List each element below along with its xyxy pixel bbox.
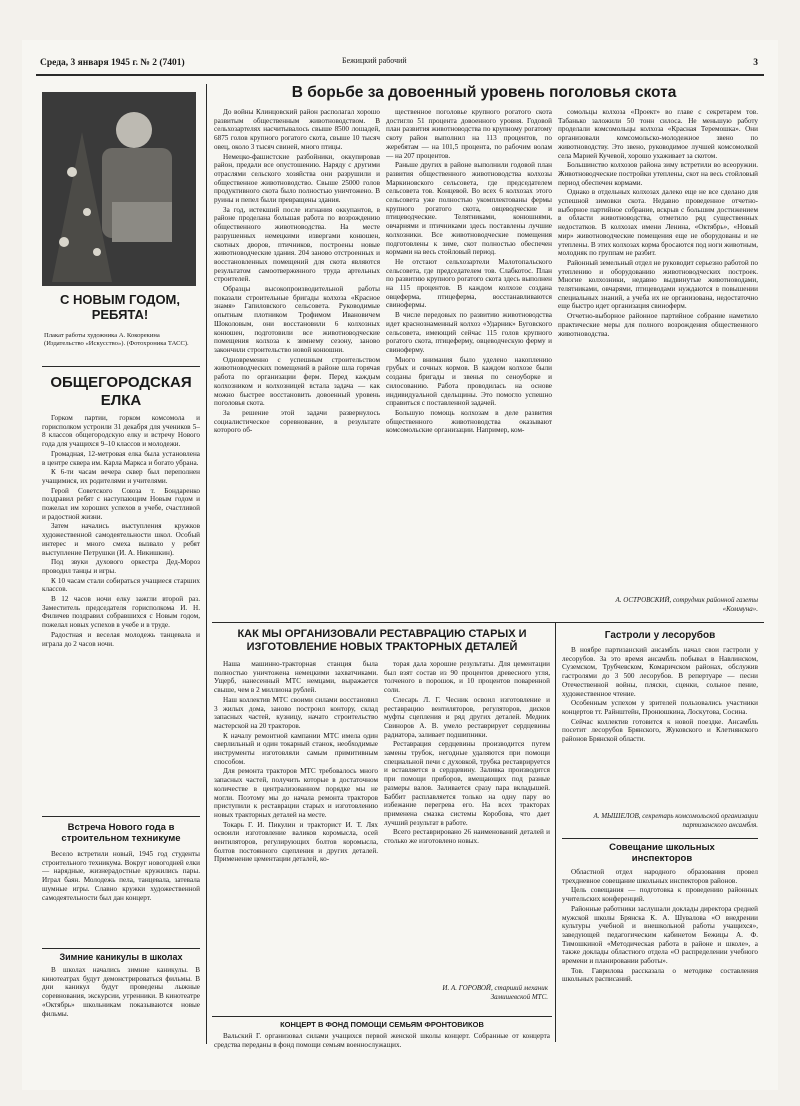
vstrecha-headline: Встреча Нового года в строительном техникуме bbox=[61, 822, 181, 844]
elka-paragraph: Радостная и веселая молодежь танцевала и играла до 2 часов ночи. bbox=[42, 630, 200, 648]
soveshchanie-headline: Совещание школьных инспекторов bbox=[609, 842, 715, 864]
mts-paragraph: Реставрация сердцевины производится путем замены трубок, негодные удаляются при помощи специальной печи с духовкой, трубка реставрируется и вставляется в сердцевину. Заливка производится при помощи приборов, вмещающих под разные размеры валов. Заливается сразу пара вкладышей. Баббит расплавляется только на одну пару во избежание перегрева его. На всех тракторах применена смазка системы Коробова, что дает лучший результат в работе. bbox=[384, 740, 550, 827]
livestock-paragraph: За год, истекший после изгнания оккупантов, в районе проделана большая работа по возрождению общественного животноводства. На месте разрушенных немецкими извергами конюшен, скотных дворов, птичников, построены новые животноводческие здания. 204 заново отстроенных и восстановленных помещений для скота являются результатом самоотверженного труда артельных строителей. bbox=[214, 205, 380, 284]
mts-paragraph: Наш коллектив МТС своими силами восстановил 3 жилых дома, заново построил контору, склад запасных частей, кузницу, начато строительство мастерской на 20 тракторов. bbox=[214, 695, 378, 730]
newspaper-title: Бежицкий рабочий bbox=[342, 56, 407, 65]
mts-col-2 bbox=[384, 660, 550, 980]
livestock-paragraph: Районный земельный отдел не руководит серьезно работой по утеплению и оборудованию животноводческих построек. Многие колхозники, недавно выдвинутые животноводами, телятниками, овчарями, птицеводами нуждаются в повышении специальных знаний, а учеба их не организована, недостаточно еще быстро идет организация свиноферм. bbox=[558, 258, 758, 311]
soveshchanie-paragraph: Районные работники заслушали доклады директора средней мужской школы Брянска К. А. Шувалова «О внедрении культуры учебной и внешкольной работы учащихся», заведующей педагогическим кабинетом Бежицы А. Ф. Тимошкиной «Методическая работа в районе и школе», а также доклады областного отдела «О распределении учебного времени и планировании работы». bbox=[562, 904, 758, 966]
mts-paragraph: Всего реставрировано 26 наименований деталей и столько же изготовлено новых. bbox=[384, 828, 550, 846]
gastroli-article bbox=[562, 646, 758, 810]
vstrecha-article bbox=[42, 850, 200, 942]
left-divider-2 bbox=[42, 816, 200, 817]
poster-caption: Плакат работы художника А. Кокорекина (Издательство «Искусство»). (Фотохроника ТАСС). bbox=[44, 332, 189, 347]
livestock-paragraph: сомольцы колхоза «Проект» во главе с секретарем тов. Табанько заложили 50 тонн силоса. Не меньшую работу проделали комсомольцы колхоза «Красная Теремошка». Они организовали комсомольско-молодежное звено по животноводству. Это звено, руководимое лучшей комсомолкой села Марией Кучевой, хорошо ухаживает за скотом. bbox=[558, 108, 758, 160]
livestock-col-3 bbox=[558, 108, 758, 594]
poster-headline: С НОВЫМ ГОДОМ, РЕБЯТА! bbox=[59, 292, 180, 322]
soveshchanie-paragraph: Цель совещания — подготовка к проведению районных учительских конференций. bbox=[562, 886, 758, 904]
livestock-paragraph: За решение этой задачи развернулось социалистическое соревнование, в результате которого об- bbox=[214, 408, 380, 435]
livestock-signature: А. ОСТРОВСКИЙ, сотрудник районной газеты «Коммуна». bbox=[615, 596, 758, 613]
vstrecha-paragraph: Весело встретили новый, 1945 год студенты строительного техникума. Вокруг новогодней елки — нарядные, жизнерадостные кружились пары. Играл баян. Молодежь пела, танцевала, затевала шумные игры. Славно кружки художественной самодеятельности был дан концерт. bbox=[42, 850, 200, 902]
left-divider bbox=[42, 366, 200, 367]
mid-rule bbox=[212, 622, 764, 623]
gastroli-paragraph: Сейчас коллектив готовится к новой поездке. Ансамбль посетит лесорубов Брянского, Жуковского и Клетнянского районов Брянской области. bbox=[562, 717, 758, 744]
page-number: 3 bbox=[753, 58, 758, 68]
elka-paragraph: Под звуки духового оркестра Дед-Мороз проводил танцы и игры. bbox=[42, 558, 200, 575]
gastroli-signature: А. МЫШЕЛОВ, секретарь комсомольской организации партизанского ансамбля. bbox=[593, 812, 758, 829]
soveshchanie-article bbox=[562, 868, 758, 1044]
elka-paragraph: Герой Советского Союза т. Бондаренко поздравил ребят с наступающим Новым годом и пожелал им хороших успехов в учебе, счастливой и радостной жизни. bbox=[42, 486, 200, 521]
mts-col-1 bbox=[214, 660, 378, 1012]
livestock-paragraph: В числе передовых по развитию животноводства идет краснознаменный колхоз «Ударник» Буговского сельсовета, имеющий сейчас 115 голов крупного рогатого скота, птицеферму, овцеводческую ферму и свиноферму. bbox=[386, 311, 552, 354]
mts-paragraph: торая дала хорошие результаты. Для цементации был взят состав из 90 процентов древесного угля, толченого в порошок, и 10 процентов поваренной соли. bbox=[384, 660, 550, 695]
elka-paragraph: В 12 часов ночи елку зажгли второй раз. Заместитель председателя горисполкома И. Н. Филичев поздравил собравшихся с Новым годом, пожелал новых успехов в учебе и в труде. bbox=[42, 595, 200, 630]
livestock-paragraph: Однако в отдельных колхозах далеко еще не все сделано для успешной зимовки скота. Недавно проведенное отчетно-выборное партийное собрание, вскрыв с большим достижением в области животноводства, отметило ряд существенных недостатков. В колхозах имени Ленина, «Октябрь», «Новый мир» животноводческие помещения еще не оборудованы и не утеплены. В этих колхозах корма бросаются под ноги животным, молодняк по группам не разбит. bbox=[558, 188, 758, 258]
livestock-col-2 bbox=[386, 108, 552, 616]
soveshchanie-paragraph: Областной отдел народного образования провел трехдневное совещание школьных инспекторов районов. bbox=[562, 868, 758, 885]
koncert-headline: КОНЦЕРТ В ФОНД ПОМОЩИ СЕМЬЯМ ФРОНТОВИКОВ bbox=[280, 1020, 484, 1029]
mts-paragraph: К началу ремонтной кампании МТС имела один сверлильный и один токарный станок, необходимые инструменты изготовляли самым примитивным способом. bbox=[214, 731, 378, 766]
masthead-rule bbox=[36, 74, 764, 76]
mts-paragraph: Слесарь Л. Г. Чесник освоил изготовление и реставрацию вентиляторов, регуляторов, дисков муфты сцепления и ряд других деталей. Медник Свиноров А. В. умело реставрирует сердцевины радиатора, заливает подшипники. bbox=[384, 695, 550, 739]
right-divider bbox=[562, 838, 758, 839]
kanikuly-headline: Зимние каникулы в школах bbox=[59, 952, 183, 962]
elka-paragraph: К 6-ти часам вечера сквер был переполнен учащимися, их родителями и учителями. bbox=[42, 468, 200, 485]
kanikuly-article bbox=[42, 966, 200, 1036]
livestock-paragraph: Раньше других в районе выполнили годовой план развития общественного животноводства колхозы Маркиновского сельсовета, где председателем сельсовета тов. Концевой. Во всех 6 колхозах этого сельсовета уже полностью укомплектованы фермы крупного рогатого скота, овцеводческие и птицеводческие. Телятниками, конюшнями, овчарнями и птичниками здесь поставлены лучшие колхозники. Все животноводческие помещения подготовлены к зиме, скот полностью обеспечен кормами на весь стойловый период. bbox=[386, 161, 552, 257]
newspaper-page bbox=[22, 40, 778, 1090]
left-divider-3 bbox=[42, 948, 200, 949]
livestock-paragraph: Большинство колхозов района зиму встретили во всеоружии. Животноводческие постройки утеплены, скот на весь стойловый период обеспечен кормами. bbox=[558, 161, 758, 187]
livestock-paragraph: щественное поголовье крупного рогатого скота достигло 51 процента довоенного уровня. Годовой план развития животноводства по крупному рогатому скоту район выполнил на 113 процентов, по жеребятам — на 101,5 процента, по рабочим волам — на 207 процентов. bbox=[386, 108, 552, 160]
koncert-article bbox=[214, 1032, 550, 1058]
mts-paragraph: Наша машинно-тракторная станция была полностью уничтожена немецкими захватчиками. Ущерб, нанесенный МТС немцами, выражается свыше, чем в 2 миллиона рублей. bbox=[214, 660, 378, 695]
mts-paragraph: Для ремонта тракторов МТС требовалось много запасных частей, получить которые в достаточном количестве в централизованном порядке мы не могли. Поэтому мы до начала ремонта тракторов приступили к реставрации старых и изготовлению новых тракторных деталей на месте. bbox=[214, 767, 378, 819]
kanikuly-paragraph: В школах начались зимние каникулы. В кинотеатрах будут демонстрироваться фильмы. В дни каникул будут проведены лыжные соревнования, экскурсии, утренники. В кинотеатре «Октябрь» школьникам показываются новые фильмы. bbox=[42, 966, 200, 1018]
elka-paragraph: Громадная, 12-метровая елка была установлена в центре сквера им. Карла Маркса и богато убрана. bbox=[42, 449, 200, 467]
elka-article bbox=[42, 414, 200, 810]
mts-signature: И. А. ГОРОВОЙ, старший механик Замишевской МТС. bbox=[442, 984, 548, 1001]
concert-rule bbox=[212, 1016, 552, 1017]
elka-paragraph: К 10 часам стали собираться учащиеся старших классов. bbox=[42, 576, 200, 594]
issue-date: Среда, 3 января 1945 г. № 2 (7401) bbox=[40, 58, 185, 68]
livestock-headline: В борьбе за довоенный уровень поголовья скота bbox=[291, 84, 677, 101]
livestock-paragraph: Отчетно-выборное районное партийное собрание наметило практические меры для полного возрождения общественного животноводства. bbox=[558, 312, 758, 338]
mts-headline: КАК МЫ ОРГАНИЗОВАЛИ РЕСТАВРАЦИЮ СТАРЫХ И ИЗГОТОВЛЕНИЕ НОВЫХ ТРАКТОРНЫХ ДЕТАЛЕЙ bbox=[237, 628, 527, 653]
mts-divider bbox=[555, 622, 556, 1042]
livestock-paragraph: До войны Клинцовский район располагал хорошо развитым общественным животноводством. В сельхозартелях насчитывалось свыше 8500 лошадей, 6875 голов крупного рогатого скота, свыше 10 тысяч овец, около 3 тысяч свиней, много птицы. bbox=[214, 108, 380, 151]
soveshchanie-paragraph: Тов. Гаврилова рассказала о методике составления школьных расписаний. bbox=[562, 966, 758, 984]
livestock-paragraph: Немецко-фашистские разбойники, оккупировав район, предали все опустошению. Наряду с другими отраслями сельского хозяйства они разрушили и общественное животноводство. Свыше 25000 голов продуктивного скота было полностью уничтожено. В руины и пепел были превращены здания. bbox=[214, 152, 380, 205]
mts-paragraph: Токарь Г. И. Пикулин и тракторист И. Т. Лях освоили изготовление валиков коромысла, осей вентиляторов, регулирующих болтов коромысла, болтов постоянного сцепления и других деталей. Применение цементации деталей, ко- bbox=[214, 820, 378, 864]
gastroli-headline: Гастроли у лесорубов bbox=[604, 630, 716, 641]
gastroli-paragraph: В ноябре партизанский ансамбль начал свои гастроли у лесорубов. За это время ансамбль побывал в Навлинском, Суземском, Трубчевском, Комаричском районах, обслужив гастролями до 3 500 лесорубов. В репертуаре — песни Отечественной войны, пляски, сценки, сольное пение, художественное чтение. bbox=[562, 646, 758, 698]
livestock-paragraph: Образцы высокопроизводительной работы показали строительные бригады колхоза «Красное знамя» Гапиловского сельсовета. Руководимые опытным плотником Трофимом Ивановичем Шоколовым, они восстановили 6 колхозных конюшен, подготовили все животноводческие помещения колхоза к зимнему сезону, заново закончили строительство новой конюшни. bbox=[214, 285, 380, 354]
koncert-paragraph: Вальский Г. организовал силами учащихся первой женской школы концерт. Собранные от концерта средства переданы в фонд помощи семьям военнослужащих. bbox=[214, 1032, 550, 1049]
livestock-paragraph: Не отстают сельхозартели Малотопальского сельсовета, где председателем тов. Слабкотос. План по развитию крупного рогатого скота здесь выполнен на 115 процентов. В каждом колхозе создана овцеферма, птицеферма, восстанавливаются свинофермы. bbox=[386, 257, 552, 310]
elka-paragraph: Затем начались выступления кружков художественной самодеятельности школ. Особый интерес и много смеха вызвало у ребят выступление Петрушки (И. А. Никишкин). bbox=[42, 522, 200, 557]
new-year-poster-photo bbox=[42, 92, 196, 286]
elka-paragraph: Горком партии, горком комсомола и горисполком устроили 31 декабря для учеников 5–8 классов общегородскую елку и встречу Нового года для учащихся 9–10 классов и молодежи. bbox=[42, 414, 200, 449]
livestock-paragraph: Много внимания было уделено накоплению грубых и сочных кормов. В каждом колхозе были созданы бригады и звенья по сеноуборке и силосованию. Работа проводилась на основе индивидуальной сдельщины. Это помогло успешно справиться с поставленной задачей. bbox=[386, 355, 552, 408]
masthead bbox=[22, 58, 778, 72]
vertical-divider bbox=[206, 84, 207, 1044]
livestock-paragraph: Большую помощь колхозам в деле развития общественного животноводства оказывают комсомольские организации. Например, ком- bbox=[386, 408, 552, 435]
livestock-col-1 bbox=[214, 108, 380, 616]
elka-headline: ОБЩЕГОРОДСКАЯ ЕЛКА bbox=[50, 374, 192, 409]
livestock-paragraph: Одновременно с успешным строительством животноводческих помещений в районе шла горячая работа по организации ферм. Перед каждым колхозником и колхозницей встала задача — как можно быстрее восстановить довоенный уровень поголовья скота. bbox=[214, 355, 380, 408]
gastroli-paragraph: Особенным успехом у зрителей пользовались участники концертов тт. Райнштейн, Пронюшкина, Лоскутова, Сосина. bbox=[562, 699, 758, 716]
